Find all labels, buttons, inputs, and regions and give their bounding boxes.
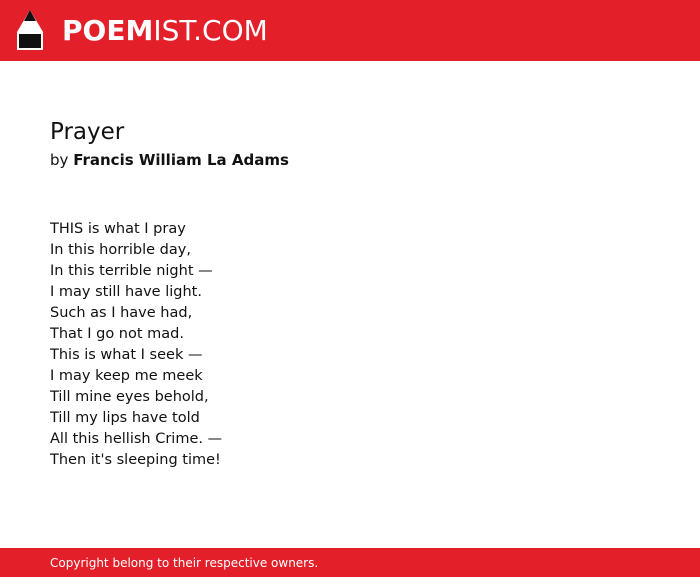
poem-header: [50, 117, 650, 171]
logo-light-text: IST.COM: [153, 14, 268, 47]
logo-bold-text: POEM: [62, 14, 154, 47]
author-link[interactable]: Francis William La Adams: [73, 151, 289, 169]
poem-line: All this hellish Crime. —: [50, 431, 223, 447]
pencil-icon: [17, 10, 43, 52]
poem-line: Such as I have had,: [50, 305, 193, 321]
poem-line: That I go not mad.: [50, 326, 184, 342]
poem-line: In this terrible night —: [50, 263, 213, 279]
poem-line: Then it's sleeping time!: [50, 452, 221, 468]
site-footer: [0, 548, 700, 577]
site-logo-link[interactable]: [17, 10, 268, 52]
poem-body: [50, 219, 650, 471]
poem-line: Till mine eyes behold,: [50, 389, 209, 405]
poem-line: THIS is what I pray: [50, 221, 186, 237]
poem-title: Prayer: [50, 119, 125, 145]
site-header: [0, 0, 700, 61]
copyright-text: Copyright belong to their respective owners.: [50, 556, 319, 570]
poem-line: I may still have light.: [50, 284, 202, 300]
poem-line: This is what I seek —: [50, 347, 203, 363]
byline-prefix: by: [50, 151, 69, 169]
poem-line: I may keep me meek: [50, 368, 203, 384]
poem-line: In this horrible day,: [50, 242, 191, 258]
poem-line: Till my lips have told: [50, 410, 200, 426]
byline: [50, 149, 650, 171]
site-logo-text: [62, 10, 268, 52]
